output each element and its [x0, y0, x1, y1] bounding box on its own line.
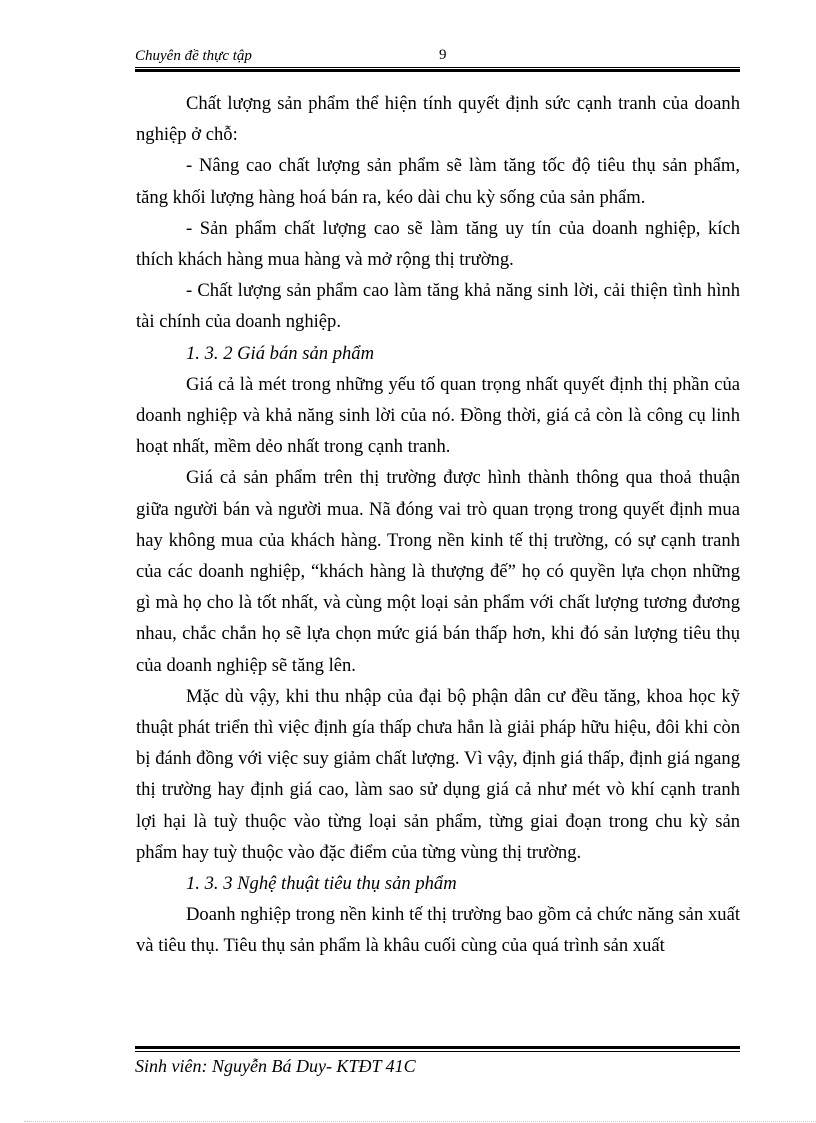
page-footer: [135, 1046, 740, 1086]
paragraph: Giá cả là mét trong những yếu tố quan trọng nhất quyết định thị phần của doanh nghiệp và khả năng sinh lời của nó. Đồng thời, giá cả còn là công cụ linh hoạt nhất, mềm dẻo nhất trong cạnh tranh.: [136, 373, 740, 458]
footer-author: Sinh viên: Nguyễn Bá Duy- KTĐT 41C: [135, 1056, 416, 1076]
page-bottom-dotted-line: [24, 1121, 816, 1122]
section-heading: 1. 3. 3 Nghệ thuật tiêu thụ sản phẩm: [186, 873, 457, 895]
paragraph: Doanh nghiệp trong nền kinh tế thị trường bao gồm cả chức năng sản xuất và tiêu thụ. Tiêu thụ sản phẩm là khâu cuối cùng của quá trình sản xuất: [136, 904, 740, 957]
paragraph: Chất lượng sản phẩm thể hiện tính quyết định sức cạnh tranh của doanh nghiệp ở chỗ:: [136, 93, 740, 146]
footer-rule-thick: [135, 1046, 740, 1049]
header-rule-thin: [135, 67, 740, 68]
header-title: Chuyên đề thực tập: [135, 48, 252, 64]
page-number: 9: [439, 47, 447, 63]
body-text: [136, 88, 740, 962]
paragraph: Mặc dù vậy, khi thu nhập của đại bộ phận dân cư đều tăng, khoa học kỹ thuật phát triển thì việc định gía thấp chưa hẳn là giải pháp hữu hiệu, đôi khi còn bị đánh đồng với việc suy giảm chất lượng. Vì vậy, định giá thấp, định giá ngang thị trường hay định giá cao, làm sao sử dụng giá cả như mét vò khí cạnh tranh lợi hại là tuỳ thuộc vào từng loại sản phẩm, từng giai đoạn trong chu kỳ sản phẩm hay tuỳ thuộc vào đặc điểm của từng vùng thị trường.: [136, 685, 740, 863]
section-heading: 1. 3. 2 Giá bán sản phẩm: [186, 342, 375, 364]
header-rule-thick: [135, 69, 740, 72]
paragraph: - Chất lượng sản phẩm cao làm tăng khả năng sinh lời, cải thiện tình hình tài chính của doanh nghiệp.: [136, 280, 740, 333]
paragraph: - Sản phẩm chất lượng cao sẽ làm tăng uy tín của doanh nghiệp, kích thích khách hàng mua hàng và mở rộng thị trường.: [136, 217, 740, 271]
footer-rule-thin: [135, 1051, 740, 1052]
paragraph: - Nâng cao chất lượng sản phẩm sẽ làm tăng tốc độ tiêu thụ sản phẩm, tăng khối lượng hàng hoá bán ra, kéo dài chu kỳ sống của sản phẩm.: [136, 155, 740, 208]
page-header: [135, 48, 740, 74]
paragraph: Giá cả sản phẩm trên thị trường được hình thành thông qua thoả thuận giữa người bán và người mua. Nã đóng vai trò quan trọng trong quyết định mua hay không mua của khách hàng. Trong nền kinh tế thị trường, có sự cạnh tranh của các doanh nghiệp, “khách hàng là thượng đế” họ có quyền lựa chọn những gì mà họ cho là tốt nhất, và cùng một loại sản phẩm với chất lượng tương đương nhau, chắc chắn họ sẽ lựa chọn mức giá bán thấp hơn, khi đó sản lượng tiêu thụ của doanh nghiệp sẽ tăng lên.: [136, 467, 740, 676]
